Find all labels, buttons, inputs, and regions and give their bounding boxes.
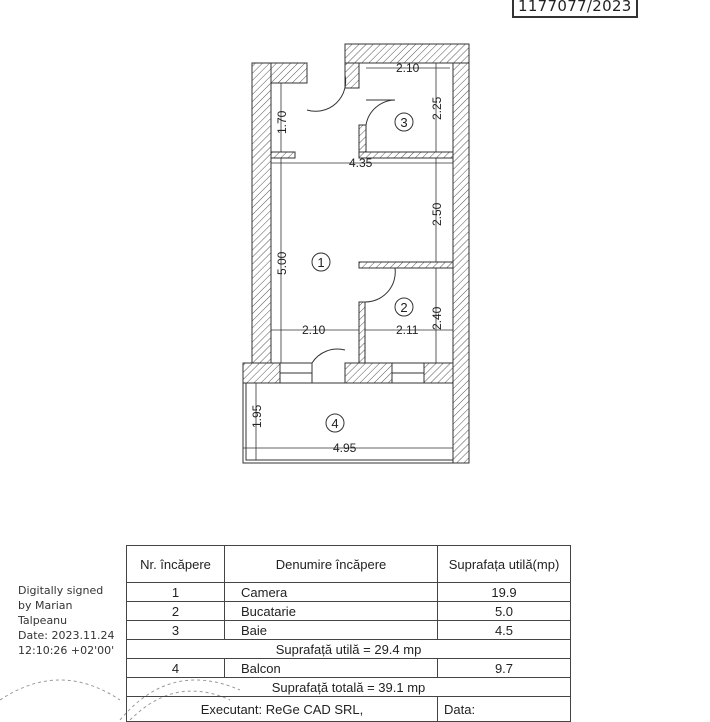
grand-total: Suprafață totală = 39.1 mp xyxy=(127,678,571,697)
useful-total-row xyxy=(127,640,571,659)
dim-bath-width: 2.10 xyxy=(396,61,420,75)
table-row xyxy=(127,621,571,640)
executant: Executant: ReGe CAD SRL, xyxy=(127,697,438,722)
registration-number: 1177077/2023 xyxy=(512,0,638,18)
header-name: Denumire încăpere xyxy=(225,546,438,583)
cell-area: 19.9 xyxy=(438,583,571,602)
cell-nr: 1 xyxy=(127,583,225,602)
room-label-2: 2 xyxy=(400,300,408,315)
room-label-1: 1 xyxy=(317,255,325,270)
room-label-3: 3 xyxy=(400,115,408,130)
signature-line: Digitally signed xyxy=(18,584,104,597)
table-row xyxy=(127,659,571,678)
room-label-4: 4 xyxy=(331,416,339,431)
cell-nr: 2 xyxy=(127,602,225,621)
signature-time: 12:10:26 +02'00' xyxy=(18,644,115,657)
cell-name: Baie xyxy=(225,621,438,640)
table-header xyxy=(127,546,571,583)
dim-balcony-width: 4.95 xyxy=(333,441,357,455)
dim-kitchen-width: 2.11 xyxy=(396,323,419,337)
cell-area: 4.5 xyxy=(438,621,571,640)
dim-room-width: 4.35 xyxy=(349,156,373,170)
header-nr: Nr. încăpere xyxy=(127,546,225,583)
signature-line: by Marian xyxy=(18,599,73,612)
cell-name: Camera xyxy=(225,583,438,602)
dimension-labels xyxy=(250,61,444,455)
table-row xyxy=(127,602,571,621)
date-label: Data: xyxy=(438,697,571,722)
cell-area: 5.0 xyxy=(438,602,571,621)
dim-hall-depth: 1.70 xyxy=(275,110,289,134)
executant-row xyxy=(127,697,571,722)
rooms-table xyxy=(126,545,571,722)
cell-area: 9.7 xyxy=(438,659,571,678)
dim-bath-depth: 2.25 xyxy=(430,96,444,120)
dim-kitchen-depth: 2.40 xyxy=(430,306,444,330)
dim-room-bottom-width: 2.10 xyxy=(302,323,326,337)
cell-nr: 4 xyxy=(127,659,225,678)
cell-nr: 3 xyxy=(127,621,225,640)
signature-line: Talpeanu xyxy=(18,614,68,627)
dim-room-depth: 5.00 xyxy=(275,251,289,275)
dim-balcony-depth: 1.95 xyxy=(250,404,264,428)
header-area: Suprafața utilă(mp) xyxy=(438,546,571,583)
grand-total-row xyxy=(127,678,571,697)
dim-room-depth-upper: 2.50 xyxy=(430,202,444,226)
cell-name: Balcon xyxy=(225,659,438,678)
digital-signature xyxy=(18,583,114,658)
table-row xyxy=(127,583,571,602)
cell-name: Bucatarie xyxy=(225,602,438,621)
signature-date: Date: 2023.11.24 xyxy=(18,629,115,642)
useful-total: Suprafață utilă = 29.4 mp xyxy=(127,640,571,659)
